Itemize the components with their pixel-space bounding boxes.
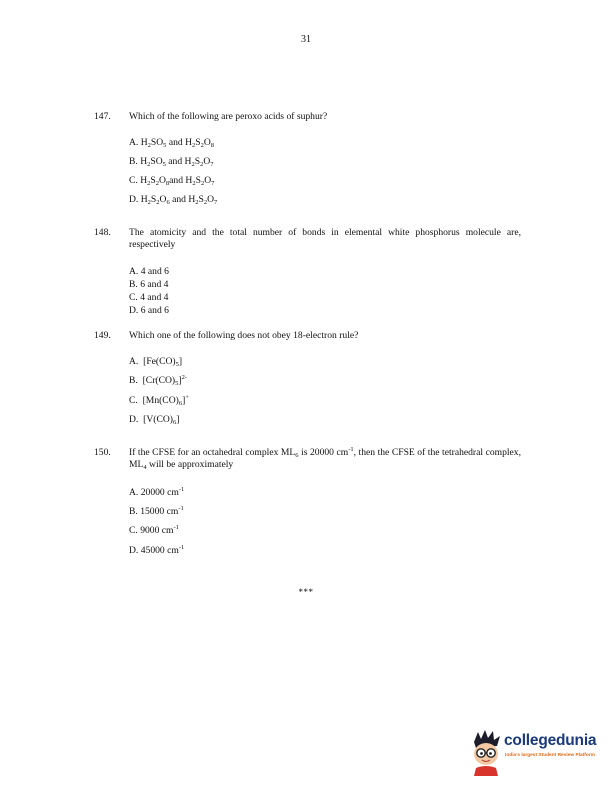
answer-option: D. $[V(CO)_6]$ — [129, 414, 180, 426]
answer-option: B. $H_2SO_5$ and $H_2S_2O_7$ — [129, 156, 214, 168]
question-number: 148. — [94, 227, 111, 238]
answer-option: B. 6 and 4 — [129, 279, 169, 290]
question-text: The atomicity and the total number of bonds in elemental white phosphorus molecule are, respectively — [129, 227, 521, 250]
answer-option: A. $[Fe(CO)_5]$ — [129, 356, 183, 368]
answer-option: C. $H_2S_2O_8and$ $H_2S_2O_7$ — [129, 175, 215, 187]
answer-option: B. $[Cr(CO)_5]^{2-}$ — [129, 374, 187, 387]
mascot-icon — [468, 728, 504, 776]
question-number: 147. — [94, 111, 111, 122]
collegedunia-logo[interactable] — [468, 728, 612, 778]
brand-tagline: India's largest Student Review Platform — [505, 753, 595, 758]
question-number: 149. — [94, 330, 111, 341]
question-text: Which of the following are peroxo acids of suphur? — [129, 111, 328, 122]
answer-option: C. $[Mn(CO)_6]^+$ — [129, 394, 189, 407]
answer-option: A. 4 and 6 — [129, 266, 169, 277]
answer-option: C. 4 and 4 — [129, 292, 169, 303]
answer-option: D. $H_2S_2O_6$ and $H_2S_2O_7$ — [129, 194, 218, 206]
answer-option: A. $H_2SO_5$ and $H_2S_2O_8$ — [129, 137, 215, 149]
page-number: 31 — [301, 34, 311, 45]
question-text: Which one of the following does not obey 18-electron rule? — [129, 330, 359, 341]
answer-option: D. 6 and 6 — [129, 305, 169, 316]
answer-option: A. 20000 $cm^{-1}$ — [129, 486, 185, 498]
answer-option: B. 15000 $cm^{-1}$ — [129, 505, 184, 517]
question-number: 150. — [94, 447, 111, 458]
question-text: If the CFSE for an octahedral complex $ML_6$ is 20000 $cm^{-1}$, then the CFSE of the tetrahedral complex, $ML_4$ will be approximately — [129, 446, 521, 471]
answer-option: D. 45000 $cm^{-1}$ — [129, 544, 185, 556]
end-marker: *** — [298, 587, 314, 597]
brand-name: collegedunia — [504, 732, 597, 749]
answer-option: C. 9000 $cm^{-1}$ — [129, 524, 179, 536]
